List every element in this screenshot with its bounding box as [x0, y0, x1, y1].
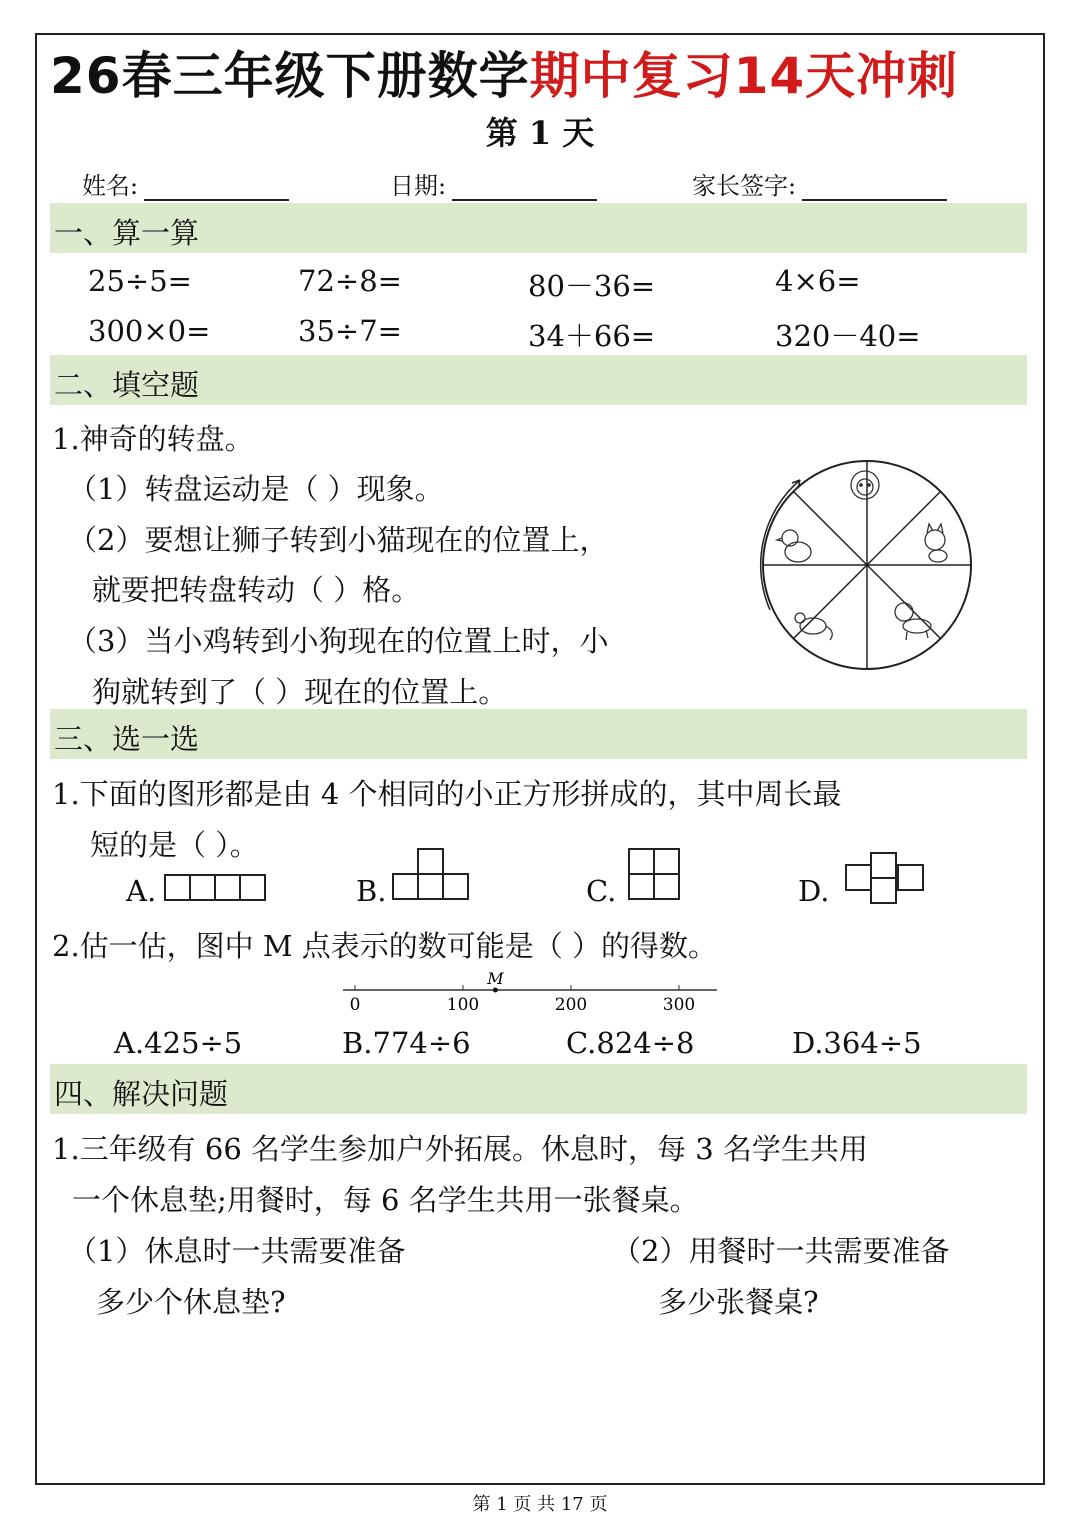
question-text: 一个休息垫;用餐时，每 6 名学生共用一张餐桌。 — [72, 1183, 699, 1217]
question-text: 1.三年级有 66 名学生参加户外拓展。休息时，每 3 名学生共用 — [52, 1132, 868, 1166]
option-a[interactable]: A.425÷5 — [114, 1026, 243, 1060]
tick-label: 0 — [349, 995, 361, 1015]
option-b-label[interactable]: B. — [356, 874, 387, 908]
page-footer: 第 1 页 共 17 页 — [472, 1494, 608, 1515]
section-header-calc: 一、算一算 — [50, 203, 1027, 253]
option-d-label[interactable]: D. — [798, 874, 830, 908]
calc-item: 35÷7= — [298, 314, 402, 348]
title-highlight: 期中复习14天冲刺 — [529, 47, 959, 105]
question-text: 1.神奇的转盘。 — [52, 422, 254, 456]
question-text: 多少个休息垫? — [96, 1285, 286, 1319]
section-header-choose: 三、选一选 — [50, 709, 1027, 759]
name-field[interactable]: 姓名: — [82, 166, 289, 201]
number-line — [335, 966, 735, 1018]
option-b[interactable]: B.774÷6 — [342, 1026, 471, 1060]
question-text: （1）休息时一共需要准备 — [68, 1234, 406, 1268]
page-title: 26春三年级下册数学期中复习14天冲刺 — [50, 47, 959, 105]
tick-label: 300 — [662, 995, 696, 1015]
section-header-fill: 二、填空题 — [50, 355, 1027, 405]
calc-item: 25÷5= — [88, 264, 192, 298]
calc-item: 320－40= — [775, 319, 921, 353]
question-text: 1.下面的图形都是由 4 个相同的小正方形拼成的，其中周长最 — [52, 777, 842, 811]
option-d[interactable]: D.364÷5 — [792, 1026, 922, 1060]
calc-item: 80－36= — [528, 269, 656, 303]
calc-item: 72÷8= — [298, 264, 402, 298]
calc-item: 300×0= — [88, 314, 211, 348]
question-text: 就要把转盘转动（ ）格。 — [92, 573, 421, 607]
question-text: 多少张餐桌? — [658, 1285, 819, 1319]
tick-label: 100 — [446, 995, 480, 1015]
question-text: （2）用餐时一共需要准备 — [612, 1234, 950, 1268]
option-c[interactable]: C.824÷8 — [566, 1026, 695, 1060]
question-text: 狗就转到了（ ）现在的位置上。 — [92, 675, 508, 709]
point-m-label: M — [487, 969, 504, 988]
calc-item: 4×6= — [775, 264, 861, 298]
calc-item: 34＋66= — [528, 319, 656, 353]
spinner-wheel — [740, 460, 990, 680]
parent-signature-field[interactable]: 家长签字: — [692, 166, 947, 201]
option-c-label[interactable]: C. — [586, 874, 617, 908]
section-header-solve: 四、解决问题 — [50, 1064, 1027, 1114]
question-text: （3）当小鸡转到小狗现在的位置上时，小 — [68, 624, 609, 658]
question-text: 短的是（ ）。 — [90, 828, 259, 862]
question-text: （1）转盘运动是（ ）现象。 — [68, 472, 444, 506]
question-text: 2.估一估，图中 M 点表示的数可能是（ ）的得数。 — [52, 929, 718, 963]
point-m — [493, 988, 498, 993]
tick-label: 200 — [554, 995, 588, 1015]
date-field[interactable]: 日期: — [390, 166, 597, 201]
question-text: （2）要想让狮子转到小猫现在的位置上， — [68, 523, 609, 557]
option-a-label[interactable]: A. — [126, 874, 157, 908]
day-label: 第 1 天 — [485, 114, 595, 152]
